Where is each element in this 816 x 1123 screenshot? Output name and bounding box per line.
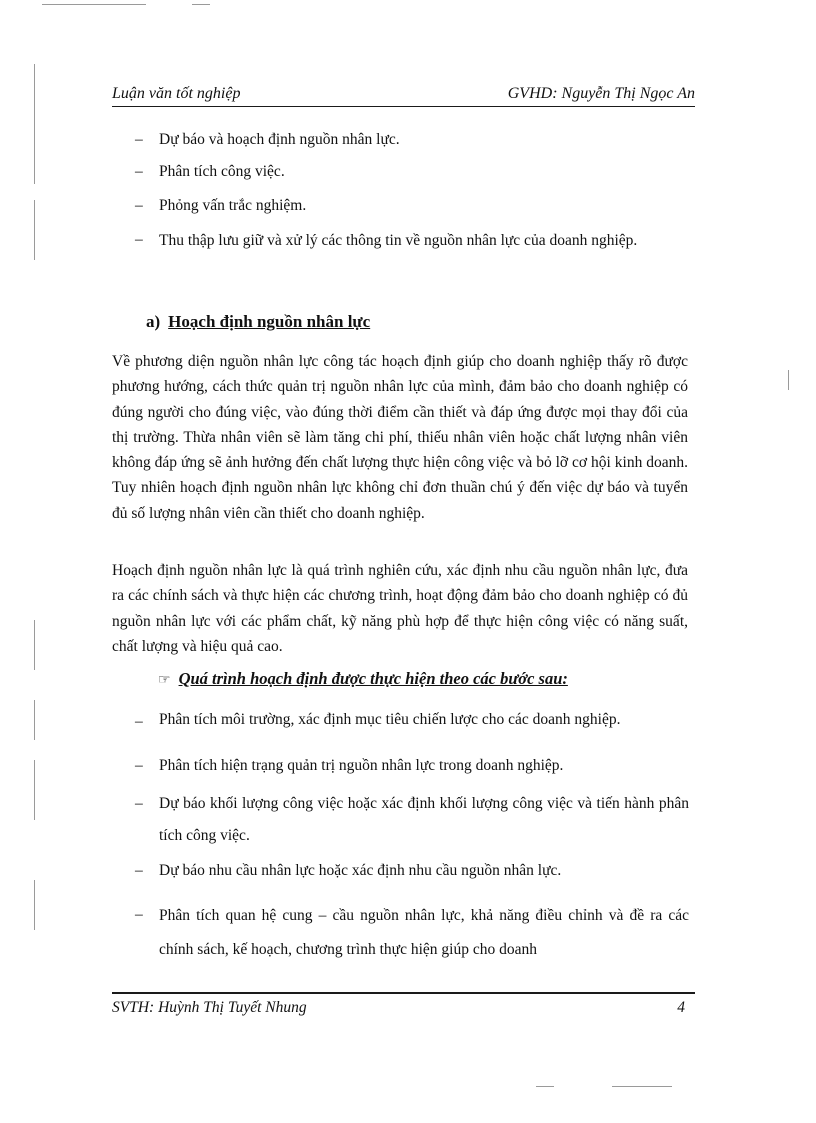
page-header bbox=[112, 82, 695, 107]
scan-mark bbox=[34, 700, 35, 740]
list-item: Phân tích hiện trạng quản trị nguồn nhân lực trong doanh nghiệp. bbox=[159, 757, 564, 774]
section-heading bbox=[146, 310, 370, 334]
list-item: Dự báo và hoạch định nguồn nhân lực. bbox=[159, 131, 400, 148]
paragraph: Về phương diện nguồn nhân lực công tác hoạch định giúp cho doanh nghiệp thấy rõ được phương hướng, cách thức quản trị nguồn nhân lực của mình, đảm bảo cho doanh nghiệp có đúng người cho đúng việc, vào đúng thời điểm cần thiết và đáp ứng được mọi thay đổi của thị trường. Thừa nhân viên sẽ làm tăng chi phí, thiếu nhân viên hoặc chất lượng nhân viên không đáp ứng sẽ ảnh hưởng đến chất lượng thực hiện công việc và bỏ lỡ cơ hội kinh doanh. Tuy nhiên hoạch định nguồn nhân lực không chỉ đơn thuần chú ý đến việc dự báo và tuyển đủ số lượng nhân viên cần thiết cho doanh nghiệp. bbox=[112, 353, 688, 522]
list-item: Phỏng vấn trắc nghiệm. bbox=[159, 197, 307, 214]
header-advisor: GVHD: Nguyễn Thị Ngọc An bbox=[507, 85, 695, 102]
scan-mark bbox=[34, 760, 35, 820]
list-item: Phân tích công việc. bbox=[159, 163, 285, 180]
subheading-text: Quá trình hoạch định được thực hiện theo các bước sau: bbox=[178, 669, 568, 688]
section-label: a) bbox=[146, 312, 161, 331]
list-item: Phân tích môi trường, xác định mục tiêu chiến lược cho các doanh nghiệp. bbox=[159, 711, 621, 728]
bullet-dash: – bbox=[135, 163, 143, 180]
scan-mark bbox=[192, 4, 210, 5]
bullet-dash: – bbox=[135, 795, 143, 812]
scan-mark bbox=[536, 1086, 554, 1087]
list-item: Dự báo khối lượng công việc hoặc xác định khối lượng công việc và tiến hành phân tích công việc. bbox=[159, 795, 689, 844]
hand-pointer-icon: ☞ bbox=[158, 673, 171, 688]
scan-mark bbox=[788, 370, 789, 390]
bullet-dash: – bbox=[135, 713, 143, 730]
bullet-dash: – bbox=[135, 231, 143, 248]
bullet-dash: – bbox=[135, 131, 143, 148]
scan-mark bbox=[34, 880, 35, 930]
subheading bbox=[158, 668, 568, 692]
list-item: Phân tích quan hệ cung – cầu nguồn nhân lực, khả năng điều chỉnh và đề ra các chính sách, kế hoạch, chương trình thực hiện giúp cho doanh bbox=[159, 907, 689, 958]
list-item: Thu thập lưu giữ và xử lý các thông tin về nguồn nhân lực của doanh nghiệp. bbox=[159, 232, 638, 249]
list-item: Dự báo nhu cầu nhân lực hoặc xác định nhu cầu nguồn nhân lực. bbox=[159, 862, 562, 879]
scan-mark bbox=[42, 4, 146, 5]
bullet-dash: – bbox=[135, 906, 143, 923]
scan-mark bbox=[34, 620, 35, 670]
page-number: 4 bbox=[677, 999, 685, 1016]
section-title-text: Hoạch định nguồn nhân lực bbox=[168, 312, 371, 331]
bullet-dash: – bbox=[135, 757, 143, 774]
scan-mark bbox=[34, 64, 35, 184]
header-thesis-title: Luận văn tốt nghiệp bbox=[112, 85, 241, 102]
bullet-dash: – bbox=[135, 862, 143, 879]
footer-student: SVTH: Huỳnh Thị Tuyết Nhung bbox=[112, 999, 307, 1016]
scan-mark bbox=[34, 200, 35, 260]
page-footer bbox=[112, 992, 695, 1022]
scan-mark bbox=[612, 1086, 672, 1087]
paragraph: Hoạch định nguồn nhân lực là quá trình nghiên cứu, xác định nhu cầu nguồn nhân lực, đưa ra các chính sách và thực hiện các chương trình, hoạt động đảm bảo cho doanh nghiệp có đủ nguồn nhân lực với các phẩm chất, kỹ năng phù hợp để thực hiện công việc có năng suất, chất lượng và hiệu quả cao. bbox=[112, 562, 688, 655]
bullet-dash: – bbox=[135, 197, 143, 214]
